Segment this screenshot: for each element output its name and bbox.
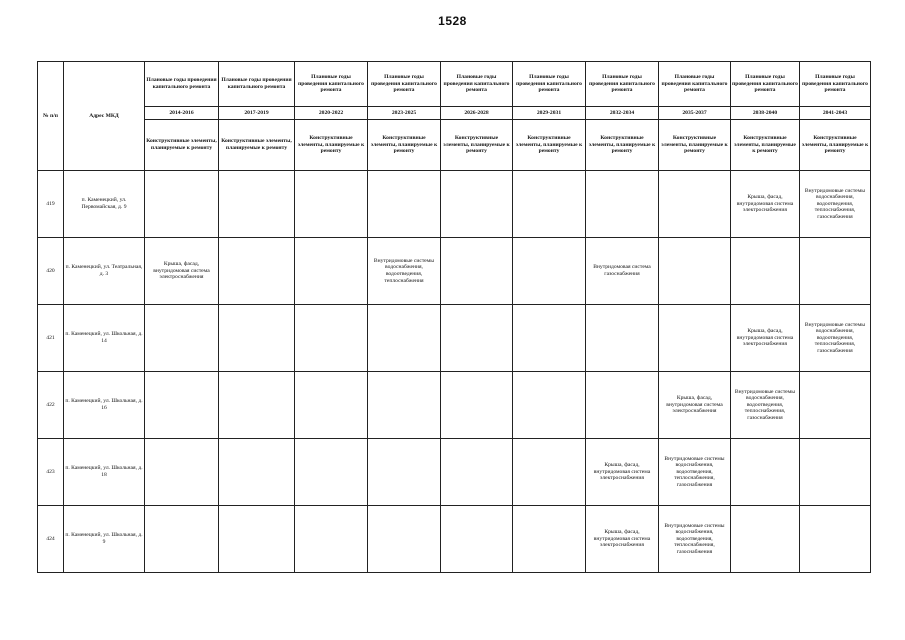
row-number: 421 [38, 305, 64, 372]
period-title-header: Плановые годы проведения капитального ремонта [731, 62, 800, 107]
number-column-header: № п/п [38, 62, 64, 171]
work-cell [659, 171, 731, 238]
work-cell [145, 439, 219, 506]
work-cell [295, 439, 368, 506]
row-number: 424 [38, 506, 64, 573]
row-number: 420 [38, 238, 64, 305]
work-cell [295, 171, 368, 238]
work-cell: Внутридомовые системы водоснабжения, водоотведения, теплоснабжения, газоснабжения [659, 506, 731, 573]
work-cell [513, 171, 586, 238]
elements-header: Конструктивные элементы, планируемые к ремонту [513, 120, 586, 171]
work-cell [219, 238, 295, 305]
work-cell [219, 372, 295, 439]
row-address: п. Каменецкий, ул. Первомайская, д. 9 [64, 171, 145, 238]
elements-header: Конструктивные элементы, планируемые к ремонту [145, 120, 219, 171]
table-row [38, 372, 871, 439]
row-address: п. Каменецкий, ул. Театральная, д. 3 [64, 238, 145, 305]
work-cell [368, 305, 441, 372]
work-cell: Крыша, фасад, внутридомовая система электроснабжения [731, 305, 800, 372]
page-number: 1528 [438, 14, 467, 28]
row-address: п. Каменецкий, ул. Школьная, д. 16 [64, 372, 145, 439]
period-years-header: 2041-2043 [800, 107, 871, 120]
work-cell [513, 305, 586, 372]
period-years-header: 2026-2028 [441, 107, 513, 120]
row-address: п. Каменецкий, ул. Школьная, д. 14 [64, 305, 145, 372]
work-cell [586, 305, 659, 372]
elements-header: Конструктивные элементы, планируемые к ремонту [295, 120, 368, 171]
elements-header: Конструктивные элементы, планируемые к ремонту [731, 120, 800, 171]
header-row-period-titles [38, 62, 871, 107]
period-years-header: 2038-2040 [731, 107, 800, 120]
table-row [38, 171, 871, 238]
work-cell [441, 238, 513, 305]
header-row-elements [38, 120, 871, 171]
work-cell [441, 372, 513, 439]
table-row [38, 305, 871, 372]
table-row [38, 439, 871, 506]
elements-header: Конструктивные элементы, планируемые к ремонту [441, 120, 513, 171]
period-title-header: Плановые годы проведения капитального ремонта [586, 62, 659, 107]
period-title-header: Плановые годы проведения капитального ремонта [800, 62, 871, 107]
work-cell [219, 171, 295, 238]
work-cell [586, 372, 659, 439]
work-cell [513, 372, 586, 439]
work-cell: Крыша, фасад, внутридомовая система электроснабжения [586, 439, 659, 506]
work-cell [145, 372, 219, 439]
work-cell [441, 439, 513, 506]
period-title-header: Плановые годы проведения капитального ремонта [513, 62, 586, 107]
row-number: 419 [38, 171, 64, 238]
work-cell [800, 439, 871, 506]
work-cell [800, 372, 871, 439]
work-cell [586, 171, 659, 238]
work-cell: Внутридомовая система газоснабжения [586, 238, 659, 305]
work-cell: Внутридомовые системы водоснабжения, водоотведения, теплоснабжения, газоснабжения [659, 439, 731, 506]
period-title-header: Плановые годы проведения капитального ремонта [368, 62, 441, 107]
work-cell [295, 305, 368, 372]
address-column-header: Адрес МКД [64, 62, 145, 171]
work-cell [145, 506, 219, 573]
table-row [38, 506, 871, 573]
header-row-periods [38, 107, 871, 120]
work-cell [513, 238, 586, 305]
work-cell [800, 506, 871, 573]
work-cell [368, 171, 441, 238]
period-years-header: 2035-2037 [659, 107, 731, 120]
work-cell: Внутридомовые системы водоснабжения, водоотведения, теплоснабжения, газоснабжения [800, 305, 871, 372]
work-cell [368, 506, 441, 573]
work-cell [800, 238, 871, 305]
row-number: 423 [38, 439, 64, 506]
period-years-header: 2020-2022 [295, 107, 368, 120]
elements-header: Конструктивные элементы, планируемые к ремонту [368, 120, 441, 171]
work-cell [295, 506, 368, 573]
work-cell [441, 305, 513, 372]
work-cell [659, 305, 731, 372]
elements-header: Конструктивные элементы, планируемые к ремонту [800, 120, 871, 171]
work-cell: Внутридомовые системы водоснабжения, водоотведения, теплоснабжения [368, 238, 441, 305]
capital-repair-plan-table [37, 61, 871, 573]
period-years-header: 2017-2019 [219, 107, 295, 120]
period-years-header: 2023-2025 [368, 107, 441, 120]
work-cell: Крыша, фасад, внутридомовая система электроснабжения [586, 506, 659, 573]
period-years-header: 2014-2016 [145, 107, 219, 120]
elements-header: Конструктивные элементы, планируемые к ремонту [659, 120, 731, 171]
elements-header: Конструктивные элементы, планируемые к ремонту [219, 120, 295, 171]
row-address: п. Каменецкий, ул. Школьная, д. 18 [64, 439, 145, 506]
period-years-header: 2029-2031 [513, 107, 586, 120]
period-years-header: 2032-2034 [586, 107, 659, 120]
work-cell [368, 372, 441, 439]
work-cell [731, 238, 800, 305]
work-cell [659, 238, 731, 305]
work-cell [441, 171, 513, 238]
elements-header: Конструктивные элементы, планируемые к ремонту [586, 120, 659, 171]
row-number: 422 [38, 372, 64, 439]
work-cell [145, 305, 219, 372]
work-cell [219, 439, 295, 506]
work-cell [731, 506, 800, 573]
work-cell: Крыша, фасад, внутридомовая система электроснабжения [659, 372, 731, 439]
work-cell: Внутридомовые системы водоснабжения, водоотведения, теплоснабжения, газоснабжения [800, 171, 871, 238]
period-title-header: Плановые годы проведения капитального ремонта [441, 62, 513, 107]
row-address: п. Каменецкий, ул. Школьная, д. 9 [64, 506, 145, 573]
work-cell [145, 171, 219, 238]
work-cell [731, 439, 800, 506]
work-cell: Крыша, фасад, внутридомовая система электроснабжения [731, 171, 800, 238]
table-row [38, 238, 871, 305]
period-title-header: Плановые годы проведения капитального ремонта [295, 62, 368, 107]
work-cell [295, 238, 368, 305]
period-title-header: Плановые годы проведения капитального ремонта [145, 62, 219, 107]
work-cell [219, 305, 295, 372]
period-title-header: Плановые годы проведения капитального ремонта [219, 62, 295, 107]
work-cell [513, 439, 586, 506]
work-cell [441, 506, 513, 573]
work-cell [295, 372, 368, 439]
work-cell [368, 439, 441, 506]
period-title-header: Плановые годы проведения капитального ремонта [659, 62, 731, 107]
work-cell: Крыша, фасад, внутридомовая система электроснабжения [145, 238, 219, 305]
work-cell: Внутридомовые системы водоснабжения, водоотведения, теплоснабжения, газоснабжения [731, 372, 800, 439]
work-cell [513, 506, 586, 573]
work-cell [219, 506, 295, 573]
